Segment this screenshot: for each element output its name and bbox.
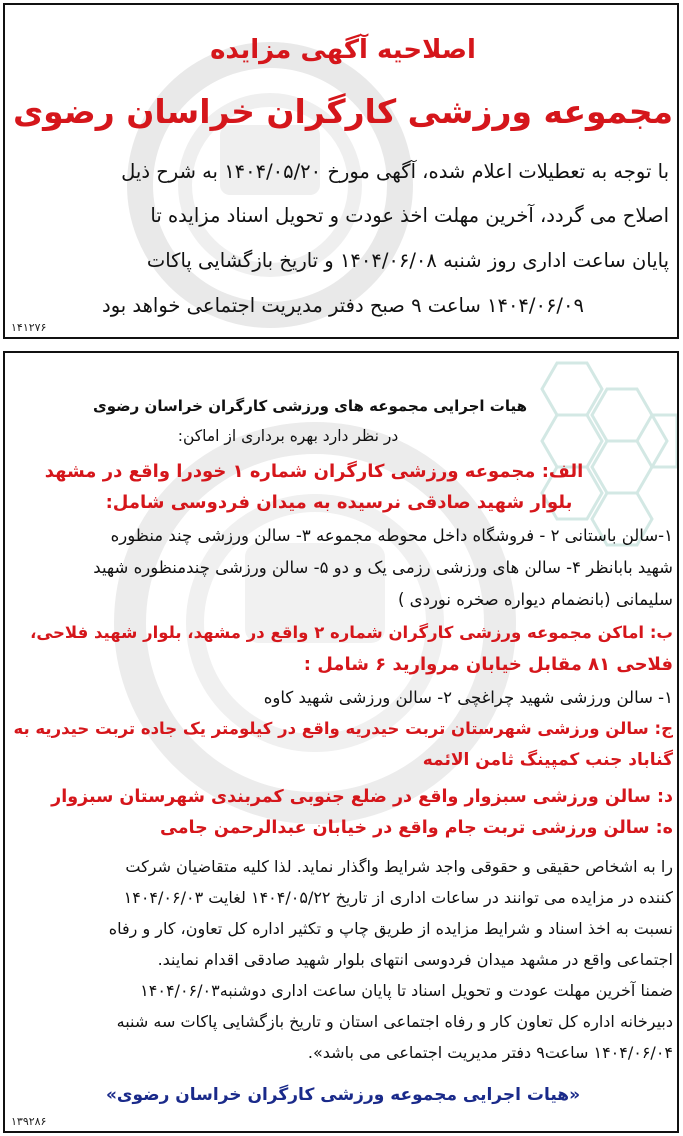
conditions-line: ضمنا آخرین مهلت عودت و تحویل اسناد تا پایان ساعت اداری دوشنبه۱۴۰۴/۰۶/۰۳: [140, 981, 673, 1000]
auction-notice: [3, 351, 679, 1133]
section-a-title: الف: مجموعه ورزشی کارگران شماره ۱ خودرا واقع در مشهد: [44, 461, 584, 482]
notice-body-line: ۱۴۰۴/۰۶/۰۹ ساعت ۹ صبح دفتر مدیریت اجتماعی خواهد بود: [102, 294, 584, 317]
section-d-title: د: سالن ورزشی سبزوار واقع در ضلع جنوبی کمربندی شهرستان سبزوار: [51, 787, 673, 807]
section-a-title: بلوار شهید صادقی نرسیده به میدان فردوسی شامل:: [105, 492, 573, 513]
notice-code: ۱۴۱۲۷۶: [11, 321, 47, 334]
conditions-line: اجتماعی واقع در مشهد میدان فردوسی انتهای بلوار شهید صادقی اقدام نمایند.: [157, 950, 673, 969]
section-b-title: ب: اماکن مجموعه ورزشی کارگران شماره ۲ واقع در مشهد، بلوار شهید فلاحی،: [30, 623, 673, 642]
organization-seal-watermark: [100, 35, 440, 335]
correction-notice: [3, 3, 679, 339]
section-c-title: گناباد جنب کمپینگ ثامن الائمه: [422, 750, 673, 770]
section-b-title: فلاحی ۸۱ مقابل خیابان مروارید ۶ شامل :: [303, 654, 673, 675]
section-a-item: ۱-سالن باستانی ۲ - فروشگاه داخل محوطه مجموعه ۳- سالن ورزشی چند منظوره: [110, 526, 673, 545]
conditions-line: ۱۴۰۴/۰۶/۰۴ ساعت۹ دفتر مدیریت اجتماعی می باشد».: [307, 1043, 673, 1062]
conditions-line: را به اشخاص حقیقی و حقوقی واجد شرایط واگذار نماید. لذا کلیه متقاضیان شرکت: [125, 857, 673, 876]
notice-subtitle: مجموعه ورزشی کارگران خراسان رضوی: [12, 92, 674, 131]
section-b-item: ۱- سالن ورزشی شهید چراغچی ۲- سالن ورزشی شهید کاوه: [263, 688, 673, 707]
notice-code: ۱۳۹۲۸۶: [11, 1115, 47, 1128]
notice-heading: هیات اجرایی مجموعه های ورزشی کارگران خراسان رضوی: [93, 397, 527, 415]
conditions-line: دبیرخانه اداره کل تعاون کار و رفاه اجتماعی استان و تاریخ بازگشایی پاکات سه شنبه: [116, 1012, 673, 1031]
section-c-title: ج: سالن ورزشی شهرستان تربت حیدریه واقع در کیلومتر یک جاده تربت حیدریه به: [13, 719, 673, 738]
section-a-item: سلیمانی (بانضمام دیواره صخره نوردی ): [398, 590, 673, 609]
notice-signature: «هیات اجرایی مجموعه ورزشی کارگران خراسان رضوی»: [105, 1085, 581, 1105]
section-e-title: ه: سالن ورزشی تربت جام واقع در خیابان عبدالرحمن جامی: [160, 818, 673, 838]
notice-body-line: با توجه به تعطیلات اعلام شده، آگهی مورخ ۱۴۰۴/۰۵/۲۰ به شرح ذیل: [121, 160, 669, 183]
notice-body-line: اصلاح می گردد، آخرین مهلت اخذ عودت و تحویل اسناد مزایده تا: [150, 204, 669, 227]
conditions-line: نسبت به اخذ اسناد و شرایط مزایده از طریق چاپ و تکثیر اداره کل تعاون، کار و رفاه: [108, 919, 673, 938]
conditions-line: کننده در مزایده می توانند در ساعات اداری از تاریخ ۱۴۰۴/۰۵/۲۲ لغایت ۱۴۰۴/۰۶/۰۳: [123, 888, 673, 907]
section-a-item: شهید بابانظر ۴- سالن های ورزشی رزمی یک و دو ۵- سالن ورزشی چندمنظوره شهید: [93, 558, 673, 577]
notice-intro: در نظر دارد بهره برداری از اماکن:: [177, 427, 399, 445]
notice-title: اصلاحیه آگهی مزایده: [210, 35, 476, 65]
notice-body-line: پایان ساعت اداری روز شنبه ۱۴۰۴/۰۶/۰۸ و تاریخ بازگشایی پاکات: [146, 249, 669, 272]
